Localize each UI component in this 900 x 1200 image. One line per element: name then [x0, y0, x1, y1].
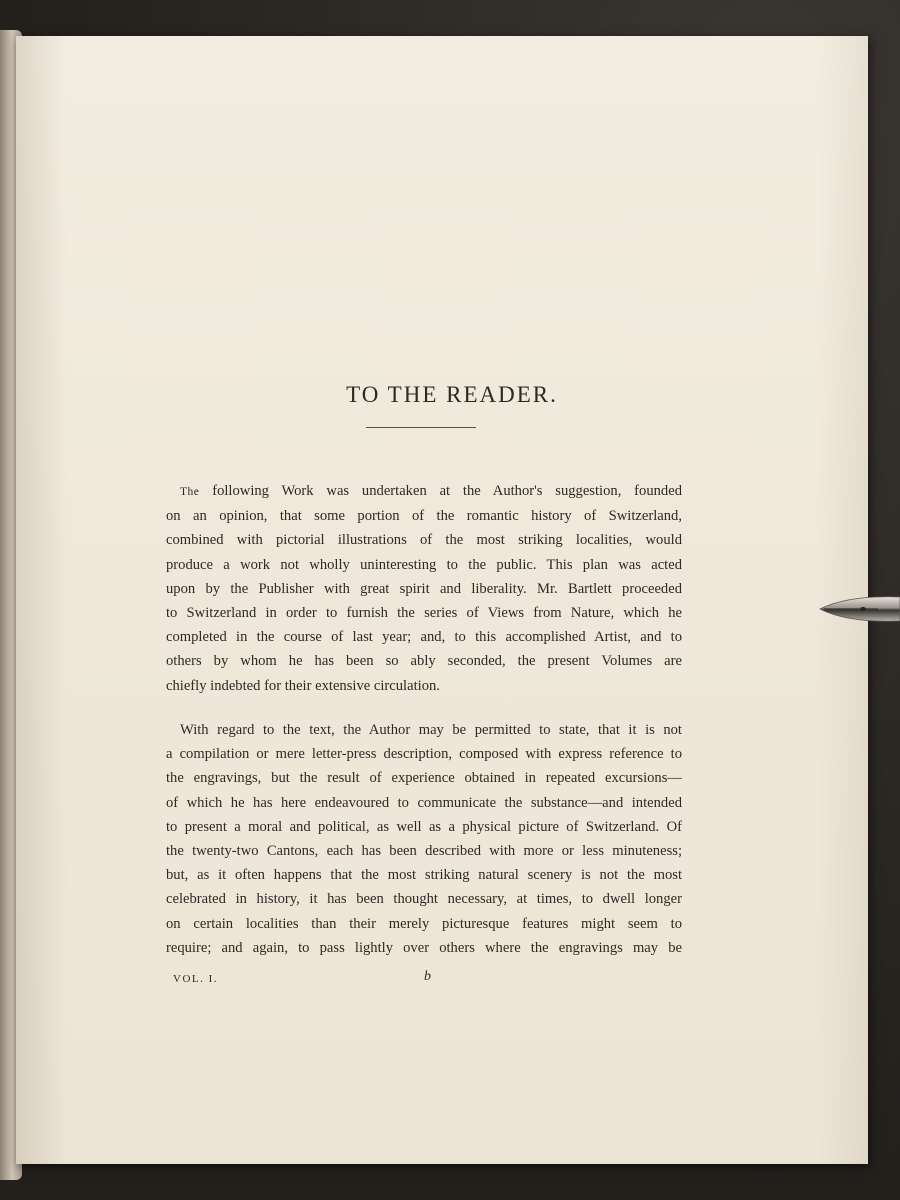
paragraph-line: celebrated in history, it has been thought necessary, at times, to dwell longer — [166, 891, 682, 908]
paragraph-1 — [166, 479, 682, 698]
paragraph-line: combined with pictorial illustrations of the most striking localities, would — [166, 532, 682, 549]
paragraph-line: completed in the course of last year; and, to this accomplished Artist, and to — [166, 629, 682, 646]
page-heading: TO THE READER. — [346, 382, 558, 407]
paragraph-line: the engravings, but the result of experience obtained in repeated excursions— — [166, 770, 682, 787]
paragraph-line: upon by the Publisher with great spirit and liberality. Mr. Bartlett proceeded — [166, 580, 682, 597]
paragraph-line: others by whom he has been so ably seconded, the present Volumes are — [166, 653, 682, 670]
paragraph-line: the twenty-two Cantons, each has been described with more or less minuteness; — [166, 843, 682, 860]
heading-rule — [366, 427, 476, 428]
paragraph-line: require; and again, to pass lightly over others where the engravings may be — [166, 939, 682, 956]
paragraph-line: chiefly indebted for their extensive circulation. — [166, 677, 440, 694]
paragraph-line: on an opinion, that some portion of the romantic history of Switzerland, — [166, 508, 682, 525]
paragraph-line: With regard to the text, the Author may be permitted to state, that it is not — [180, 722, 682, 738]
paragraph-line: to present a moral and political, as well as a physical picture of Switzerland. Of — [166, 818, 682, 835]
pen-nib-icon — [818, 591, 900, 627]
paragraph-line: a compilation or mere letter-press description, composed with express reference to — [166, 746, 682, 763]
signature-mark: b — [424, 969, 431, 984]
paragraph-line: but, as it often happens that the most striking natural scenery is not the most — [166, 867, 682, 884]
lead-word: The — [180, 486, 200, 498]
book-page — [16, 36, 868, 1164]
paragraph-line: The following Work was undertaken at the Author's suggestion, founded — [180, 483, 682, 499]
paragraph-line: produce a work not wholly uninteresting to the public. This plan was acted — [166, 556, 682, 573]
paragraph-2 — [166, 718, 682, 960]
volume-label: VOL. I. — [173, 973, 219, 985]
paragraph-line: of which he has here endeavoured to communicate the substance—and intended — [166, 794, 682, 811]
paragraph-line: to Switzerland in order to furnish the series of Views from Nature, which he — [166, 605, 682, 622]
paragraph-line: on certain localities than their merely picturesque features might seem to — [166, 915, 682, 932]
